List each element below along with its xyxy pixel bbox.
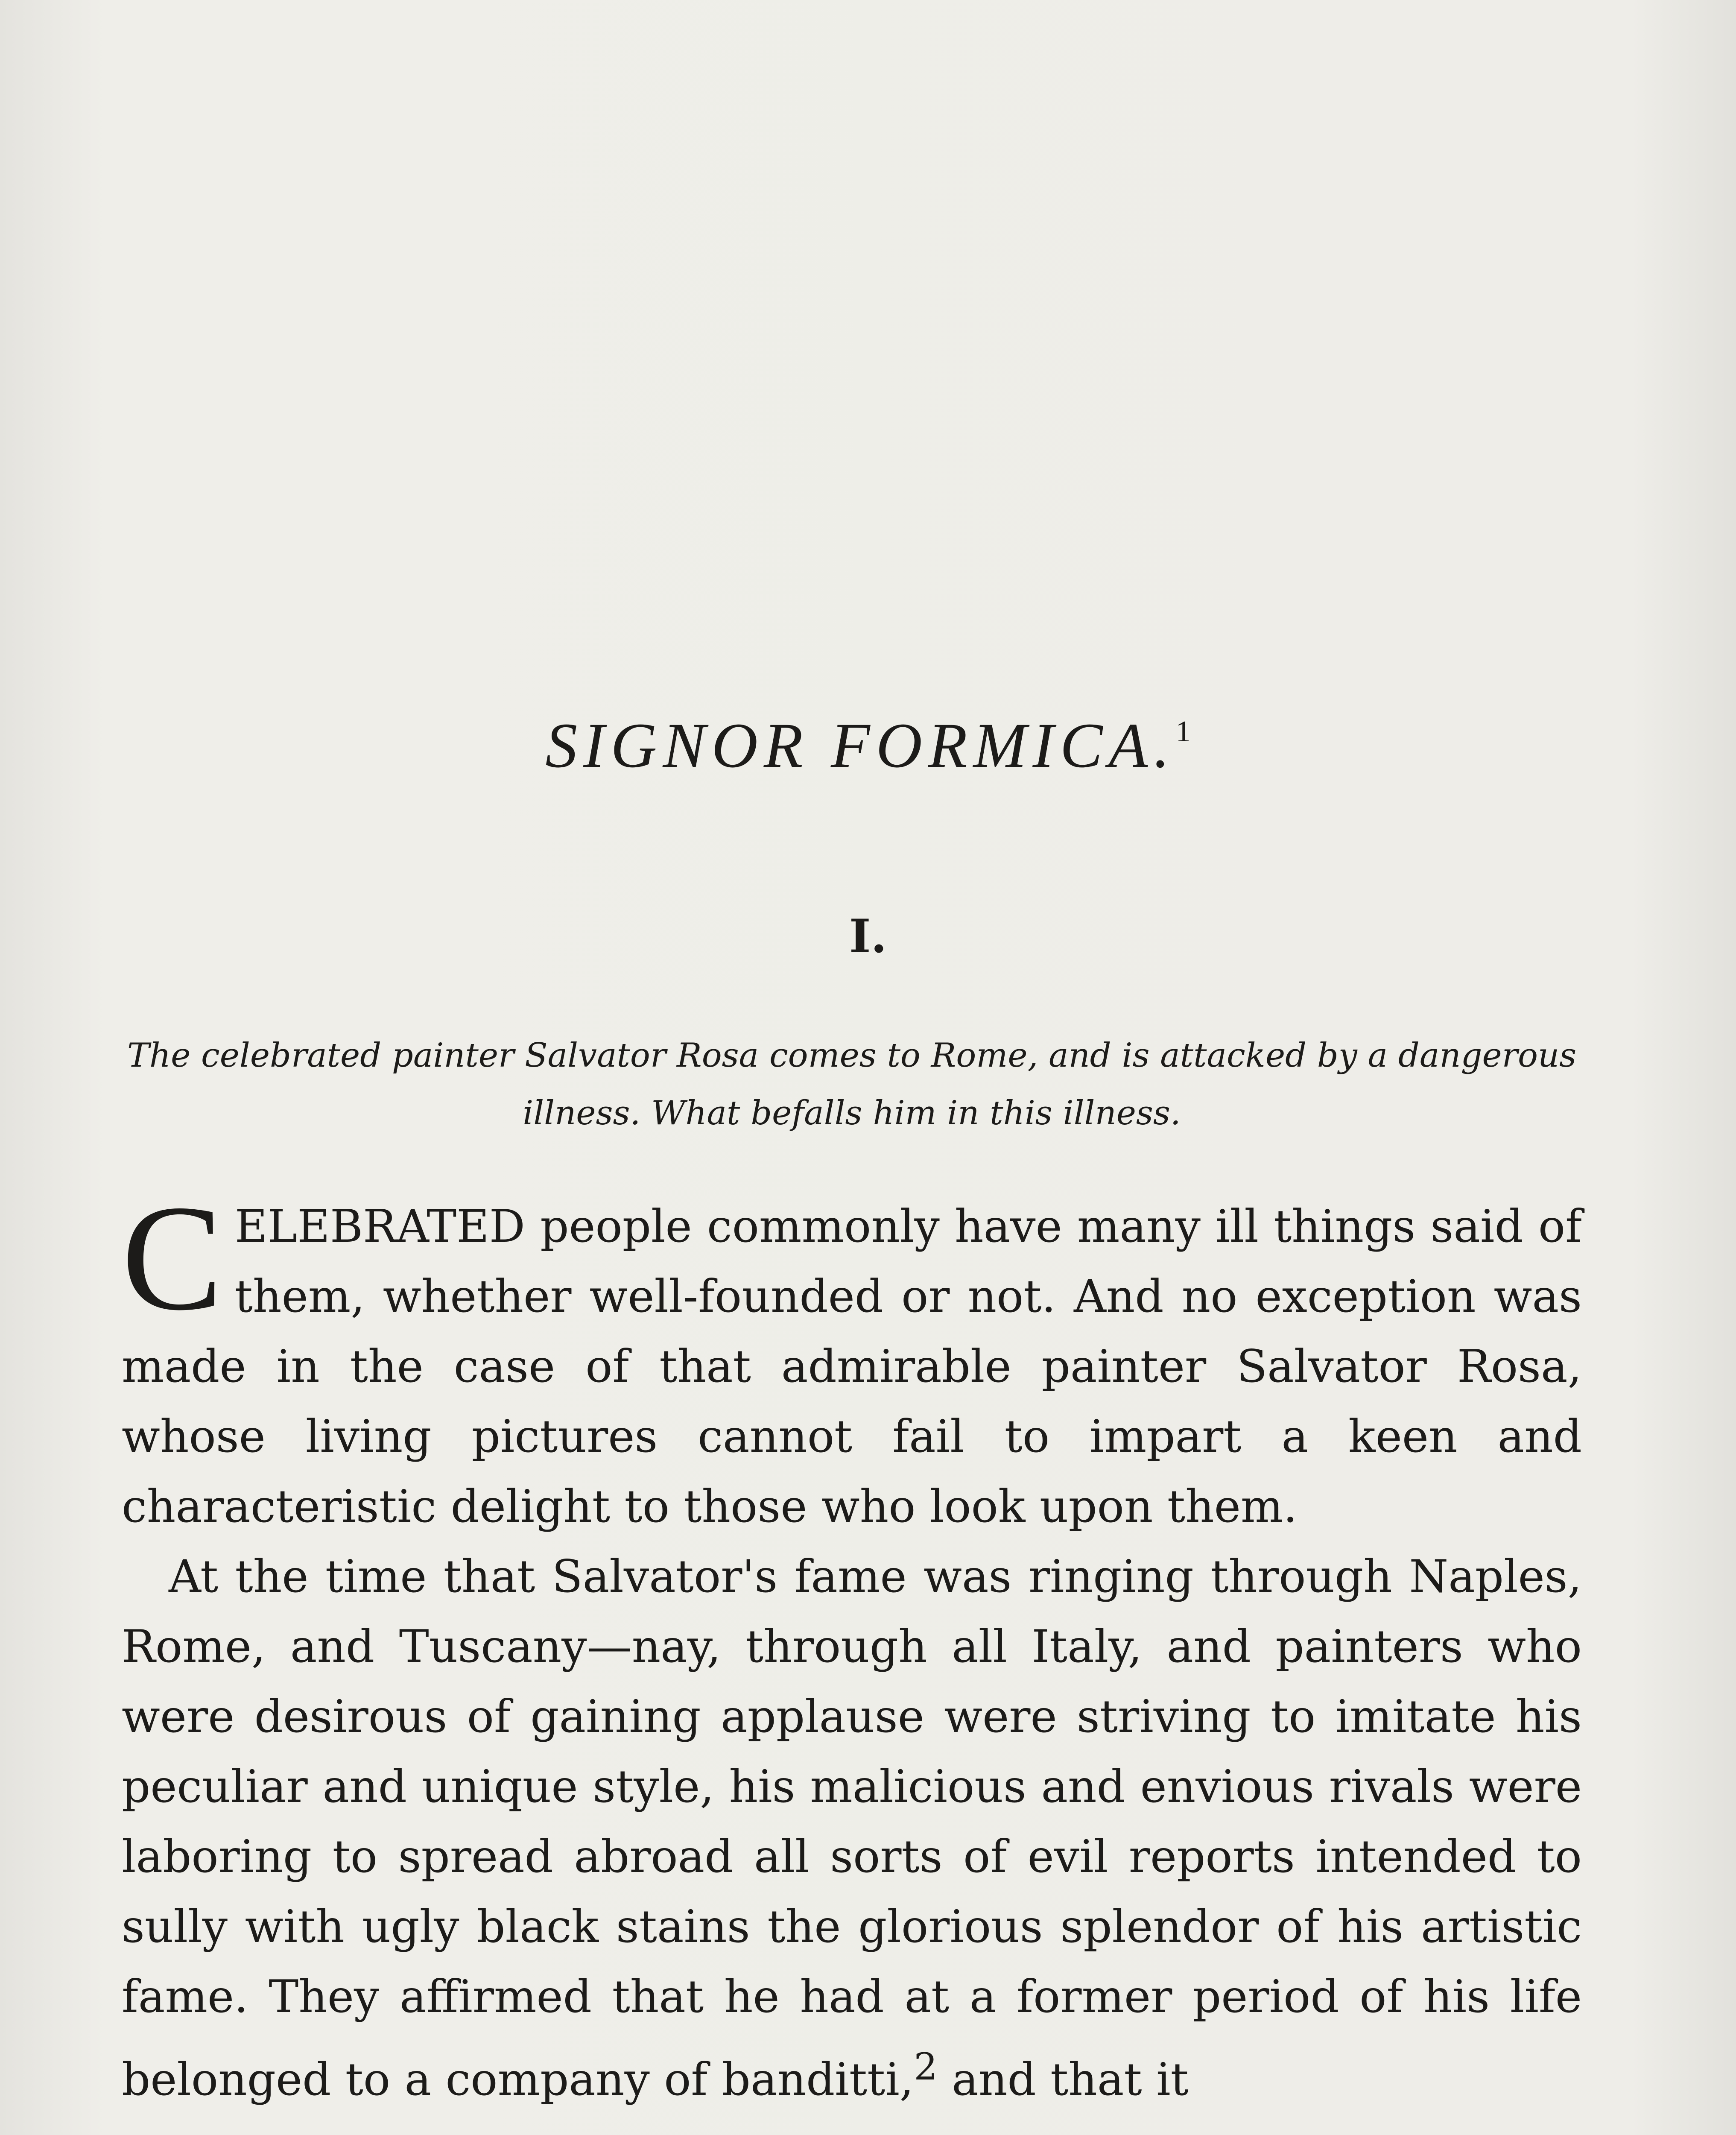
paragraph-2-text: At the time that Salvator's fame was ringing through Naples, Rome, and Tuscany—nay, through all Italy, and painters who were desirous of gaining applause were striving to imitate his peculiar and unique style, his malicious and envious rivals were laboring to spread abroad all sorts of evil reports intended to sully with ugly black stains the glorious splendor of his artistic fame. They affirmed that he had at a former period of his life belonged to a company of banditti, bbox=[122, 1550, 1582, 2106]
chapter-number: I. bbox=[849, 910, 887, 963]
drop-cap: C bbox=[122, 1174, 223, 1342]
story-title bbox=[0, 709, 1736, 782]
story-title-text: SIGNOR FORMICA. bbox=[545, 710, 1176, 781]
paragraph-2-end: and that it bbox=[937, 2053, 1189, 2106]
paragraph-2 bbox=[122, 1541, 1582, 2115]
chapter-summary: The celebrated painter Salvator Rosa comes to Rome, and is attacked by a dangerous illness. What befalls him in this illness. bbox=[127, 1036, 1577, 1132]
title-footnote-mark: 1 bbox=[1175, 715, 1191, 748]
paragraph-1 bbox=[122, 1174, 1582, 1541]
paragraph-1-text: ELEBRATED people commonly have many ill things said of them, whether well-founded or not. And no exception was made in the case of that admirable painter Salvator Rosa, whose living pictures cannot fail to impart a keen and characteristic delight to those who look upon them. bbox=[122, 1200, 1582, 1533]
body-text bbox=[122, 1174, 1582, 2115]
footnote-ref-2: 2 bbox=[914, 2045, 938, 2088]
